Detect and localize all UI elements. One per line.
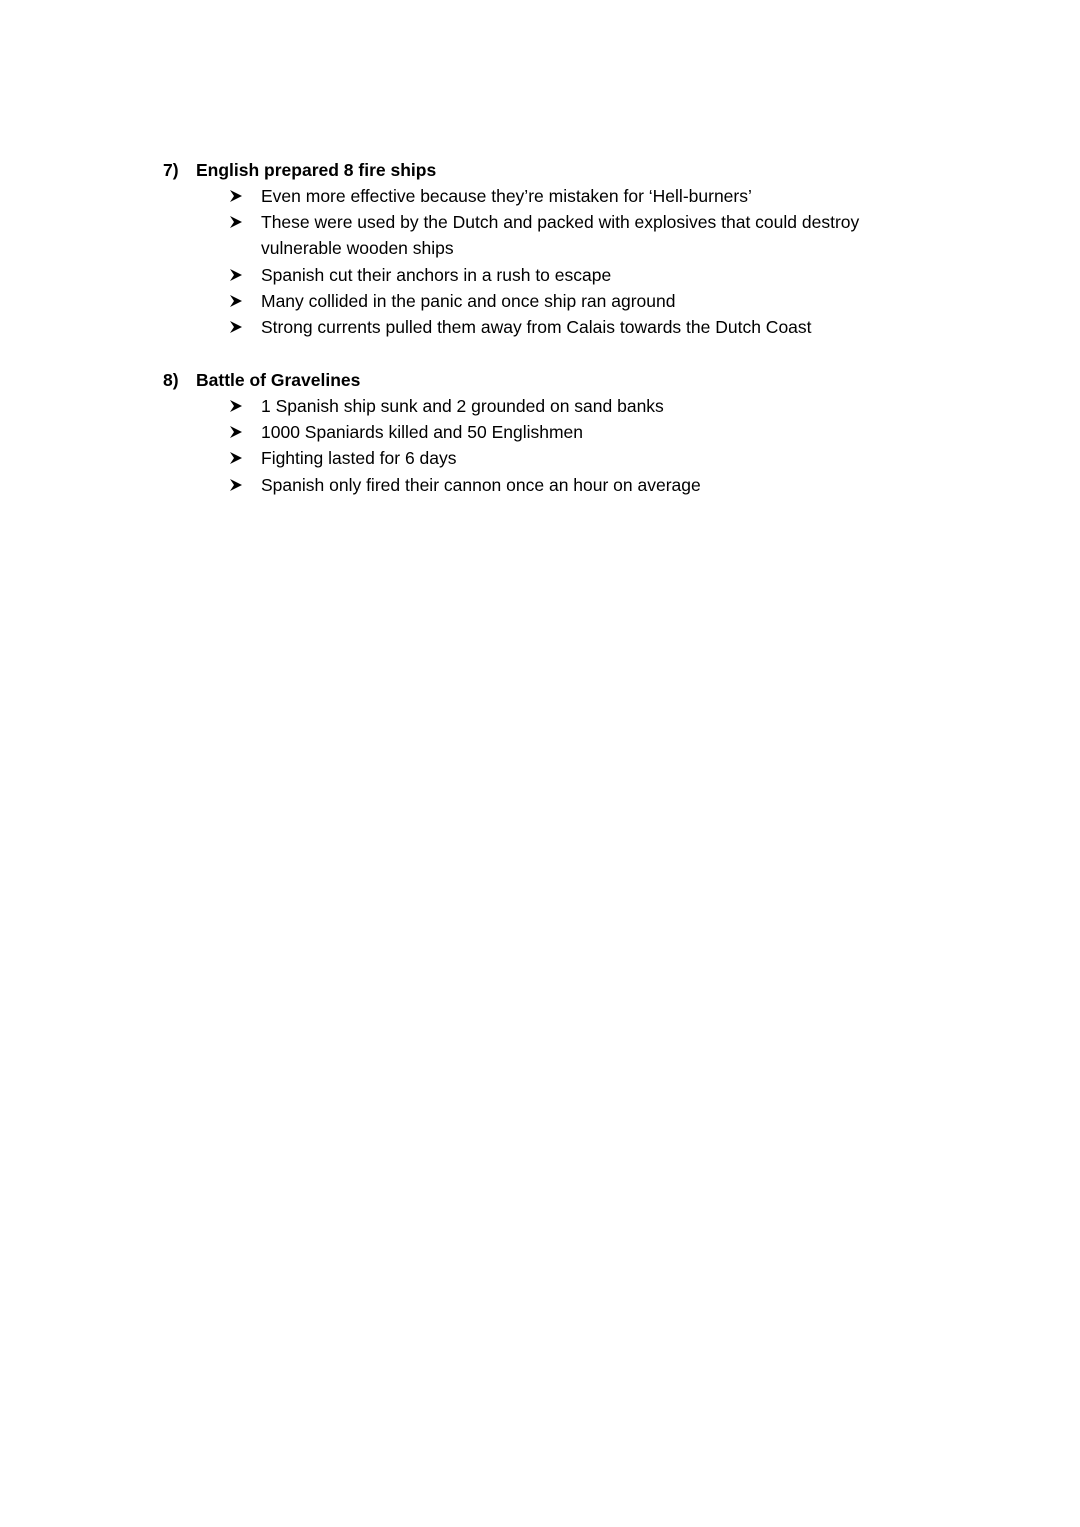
list-item <box>229 393 889 419</box>
bullet-text: Fighting lasted for 6 days <box>261 448 457 469</box>
list-item <box>229 314 889 340</box>
section-fire-ships <box>163 157 923 340</box>
bullet-text: Many collided in the panic and once ship ran aground <box>261 290 676 311</box>
bullet-list <box>229 393 889 498</box>
list-item <box>229 445 889 471</box>
list-item <box>229 262 889 288</box>
bullet-text: Spanish only fired their cannon once an hour on average <box>261 474 701 495</box>
arrowhead-bullet-icon <box>229 472 261 498</box>
arrowhead-bullet-icon <box>229 314 261 340</box>
arrowhead-bullet-icon <box>229 209 261 235</box>
arrowhead-bullet-icon <box>229 262 261 288</box>
arrowhead-bullet-icon <box>229 393 261 419</box>
bullet-text: 1000 Spaniards killed and 50 Englishmen <box>261 422 584 443</box>
section-heading <box>163 157 923 183</box>
section-title: Battle of Gravelines <box>196 370 361 390</box>
section-number: 7) <box>163 160 179 180</box>
arrowhead-bullet-icon <box>229 419 261 445</box>
arrowhead-bullet-icon <box>229 288 261 314</box>
list-item <box>229 209 889 261</box>
list-item <box>229 288 889 314</box>
bullet-text: These were used by the Dutch and packed with explosives that could destroy vulnerable wooden ships <box>261 212 860 259</box>
bullet-list <box>229 183 889 340</box>
section-number: 8) <box>163 370 179 390</box>
section-battle-of-gravelines <box>163 367 923 498</box>
bullet-text: 1 Spanish ship sunk and 2 grounded on sand banks <box>261 396 664 416</box>
bullet-text: Spanish cut their anchors in a rush to escape <box>261 264 612 285</box>
arrowhead-bullet-icon <box>229 183 261 209</box>
list-item <box>229 419 889 445</box>
list-item <box>229 183 889 209</box>
bullet-text: Strong currents pulled them away from Calais towards the Dutch Coast <box>261 317 812 338</box>
list-item <box>229 472 889 498</box>
bullet-text: Even more effective because they’re mistaken for ‘Hell-burners’ <box>261 186 752 206</box>
section-title: English prepared 8 fire ships <box>196 160 437 180</box>
arrowhead-bullet-icon <box>229 445 261 471</box>
section-heading <box>163 367 923 393</box>
